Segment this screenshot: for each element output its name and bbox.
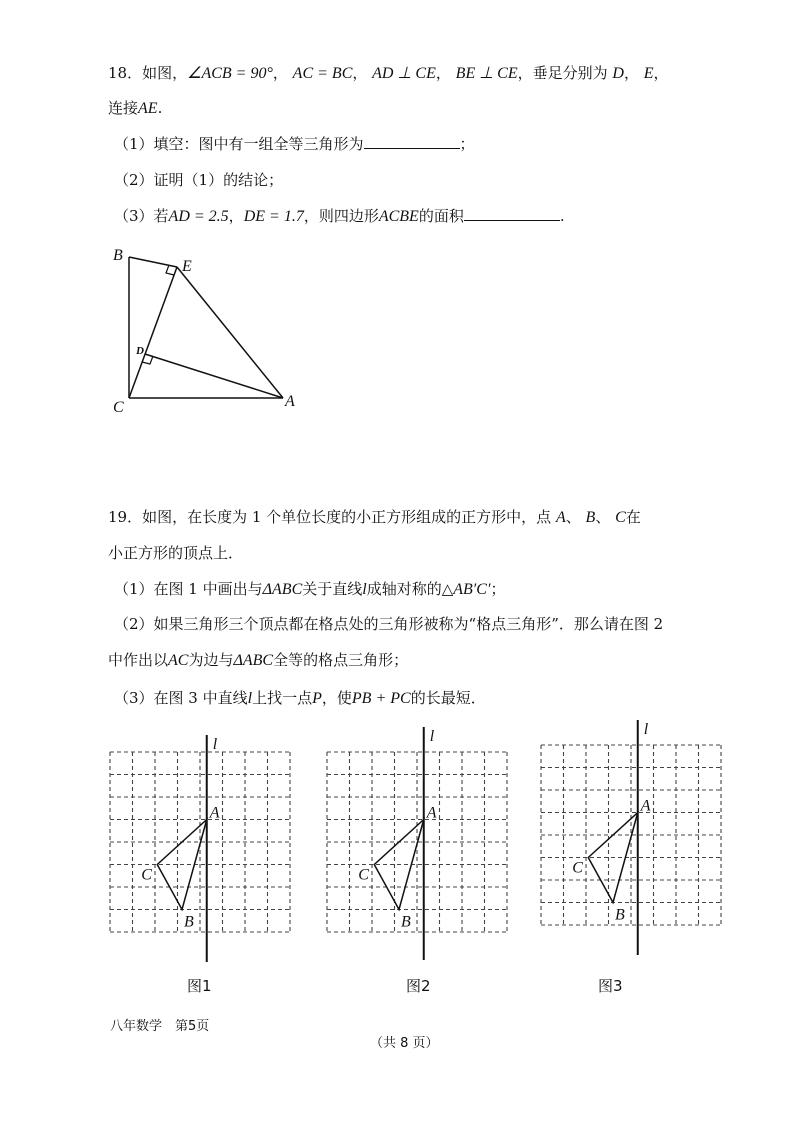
q18-number: 18． bbox=[108, 64, 143, 82]
q19-line2: 小正方形的顶点上． bbox=[108, 544, 244, 562]
q19-part2b: 中作出以AC为边与ΔABC全等的格点三角形； bbox=[108, 651, 409, 669]
label-d: D bbox=[136, 345, 144, 357]
label-a: A bbox=[209, 804, 220, 822]
figure-caption-1: 图1 bbox=[187, 977, 212, 995]
q19-line1: 19．如图，在长度为 1 个单位长度的小正方形组成的正方形中，点 A、 B、 C在 bbox=[108, 508, 641, 526]
label-c: C bbox=[572, 859, 583, 877]
label-a: A bbox=[426, 804, 437, 822]
label-e: E bbox=[182, 258, 192, 275]
right-angle-mark-d bbox=[142, 356, 153, 364]
label-l: l bbox=[429, 728, 435, 745]
label-c: C bbox=[358, 866, 369, 884]
q18-part3: （3）若AD = 2.5，DE = 1.7，则四边形ACBE的面积 . bbox=[114, 207, 565, 225]
triangle-abc bbox=[374, 820, 424, 910]
segment-ce bbox=[129, 267, 177, 398]
label-c: C bbox=[141, 866, 152, 884]
q19-part2a: （2）如果三角形三个顶点都在格点处的三角形被称为“格点三角形”．那么请在图 2 bbox=[114, 615, 664, 633]
right-angle-mark-e bbox=[166, 265, 174, 275]
label-l: l bbox=[643, 721, 649, 738]
segment-ea bbox=[177, 267, 283, 398]
q19-number: 19． bbox=[108, 508, 143, 526]
figure-caption-3: 图3 bbox=[598, 977, 623, 995]
figure-caption-2: 图2 bbox=[406, 977, 431, 995]
triangle-abc bbox=[588, 813, 638, 903]
q19-part3: （3）在图 3 中直线l上找一点P，使PB + PC的长最短． bbox=[114, 689, 486, 707]
triangle-abc bbox=[157, 820, 207, 910]
dashed-grid bbox=[327, 752, 507, 932]
segment-da bbox=[145, 354, 283, 398]
label-a: A bbox=[285, 393, 295, 410]
label-b: B bbox=[401, 913, 411, 931]
q18-line2: 连接AE. bbox=[108, 99, 163, 117]
answer-blank[interactable] bbox=[464, 206, 560, 221]
answer-blank[interactable] bbox=[364, 134, 460, 149]
label-c: C bbox=[113, 399, 124, 416]
label-l: l bbox=[212, 736, 218, 753]
q18-part1: （1）填空：图中有一组全等三角形为 ； bbox=[114, 135, 475, 153]
label-b: B bbox=[184, 913, 194, 931]
q19-part1: （1）在图 1 中画出与ΔABC关于直线l成轴对称的△AB′C′； bbox=[114, 580, 506, 598]
q18-part2: （2）证明（1）的结论； bbox=[114, 171, 284, 189]
dashed-grid bbox=[541, 745, 721, 925]
footer-page-info: 八年数学 第5页 bbox=[110, 1019, 210, 1034]
dashed-grid bbox=[110, 752, 290, 932]
footer-total-pages: （共 8 页） bbox=[370, 1036, 439, 1051]
label-b: B bbox=[615, 906, 625, 924]
q18-line1: 18．如图，∠ACB = 90°， AC = BC， AD ⊥ CE， BE ⊥ CE，垂足分别为 D， E， bbox=[108, 64, 669, 82]
label-a: A bbox=[640, 797, 651, 815]
segment-be bbox=[129, 257, 177, 267]
label-b: B bbox=[113, 247, 123, 264]
